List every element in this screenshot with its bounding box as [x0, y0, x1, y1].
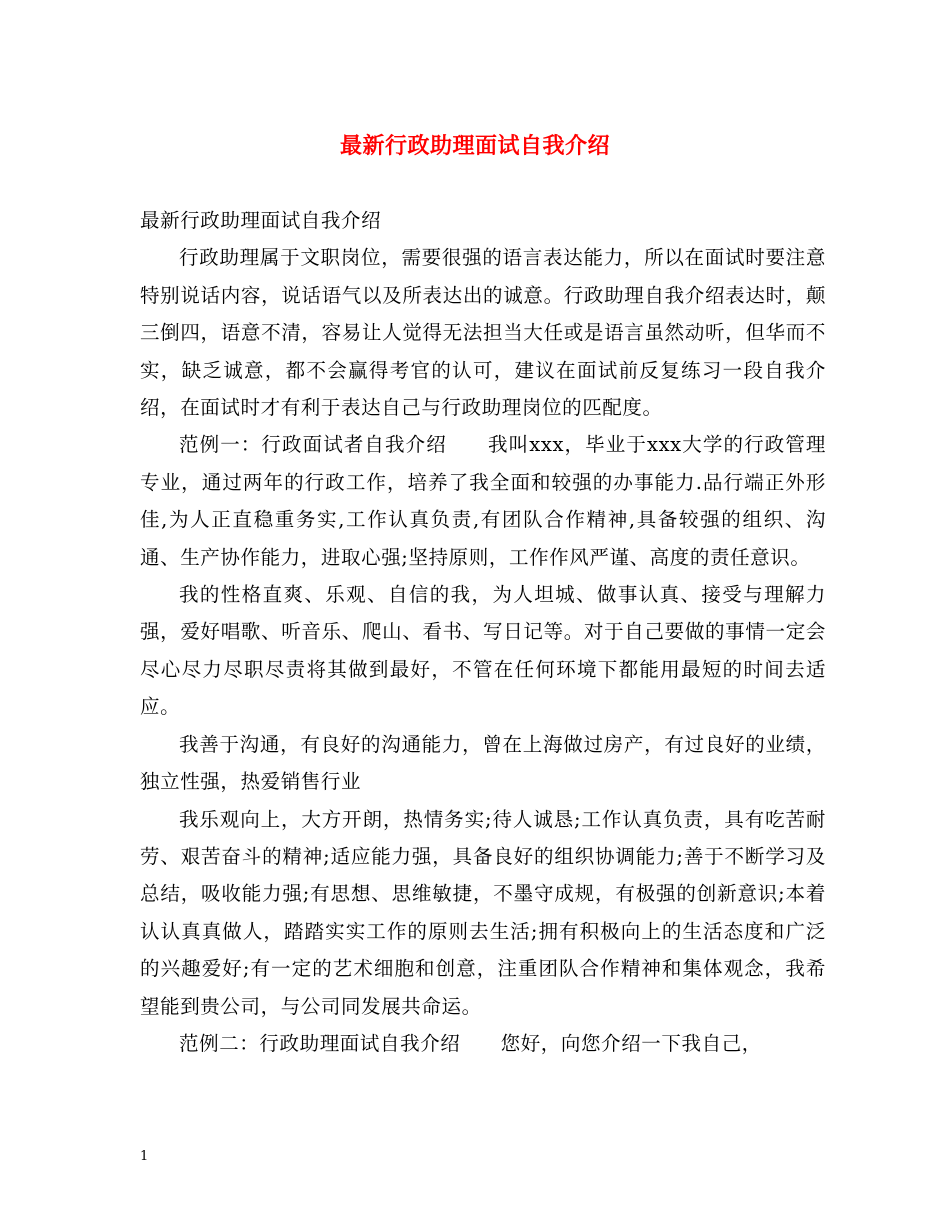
document-body	[140, 202, 826, 1062]
document-title: 最新行政助理面试自我介绍	[339, 133, 610, 159]
document-subtitle: 最新行政助理面试自我介绍	[140, 209, 382, 232]
paragraph-example-one: 范例一：行政面试者自我介绍 我叫xxx，毕业于xxx大学的行政管理专业，通过两年的行政工作，培养了我全面和较强的办事能力.品行端正外形佳,为人正直稳重务实,工作认真负责,有团队合作精神,具备较强的组织、沟通、生产协作能力，进取心强;坚持原则，工作作风严谨、高度的责任意识。	[140, 433, 826, 569]
paragraph-intro: 行政助理属于文职岗位，需要很强的语言表达能力，所以在面试时要注意特别说话内容，说话语气以及所表达出的诚意。行政助理自我介绍表达时，颠三倒四，语意不清，容易让人觉得无法担当大任或是语言虽然动听，但华而不实，缺乏诚意，都不会赢得考官的认可，建议在面试前反复练习一段自我介绍，在面试时才有利于表达自己与行政助理岗位的匹配度。	[140, 246, 826, 420]
paragraph-example-two: 范例二：行政助理面试自我介绍 您好，向您介绍一下我自己，	[179, 1031, 762, 1055]
paragraph-personality: 我的性格直爽、乐观、自信的我，为人坦城、做事认真、接受与理解力强，爱好唱歌、听音乐、爬山、看书、写日记等。对于自己要做的事情一定会尽心尽力尽职尽责将其做到最好，不管在任何环境下都能用最短的时间去适应。	[140, 583, 826, 719]
paragraph-attitude: 我乐观向上，大方开朗，热情务实;待人诚恳;工作认真负责，具有吃苦耐劳、艰苦奋斗的精神;适应能力强，具备良好的组织协调能力;善于不断学习及总结，吸收能力强;有思想、思维敏捷，不墨守成规，有极强的创新意识;本着认认真真做人，踏踏实实工作的原则去生活;拥有积极向上的生活态度和广泛的兴趣爱好;有一定的艺术细胞和创意，注重团队合作精神和集体观念，我希望能到贵公司，与公司同发展共命运。	[140, 807, 826, 1018]
page-number: 1	[140, 1149, 149, 1164]
paragraph-communication: 我善于沟通，有良好的沟通能力，曾在上海做过房产，有过良好的业绩，独立性强，热爱销售行业	[140, 732, 826, 794]
